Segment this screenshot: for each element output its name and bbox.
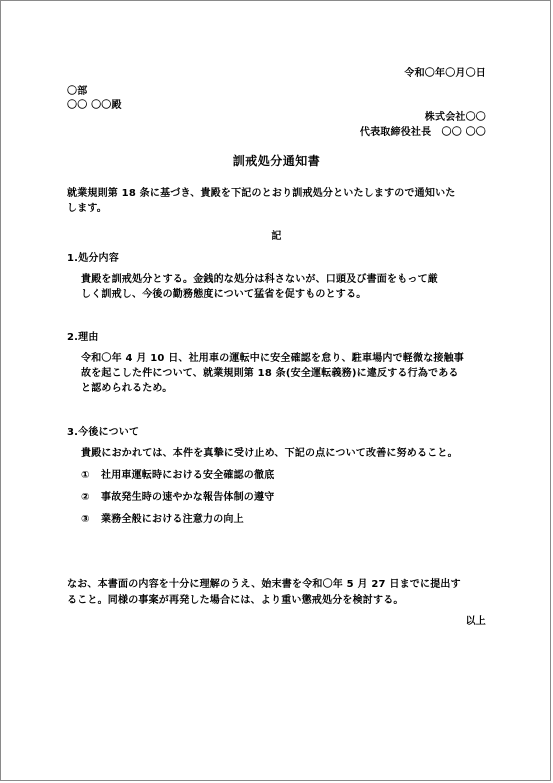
list-item-text: 業務全般における注意力の向上	[101, 514, 244, 525]
list-item-mark: ③	[81, 514, 90, 525]
intro-line: 就業規則第 18 条に基づき、貴殿を下記のとおり訓戒処分といたしますので通知いた	[67, 188, 456, 199]
section-line: 貴殿を訓戒処分とする。金銭的な処分は科さないが、口頭及び書面をもって厳	[81, 274, 438, 285]
closing-line: ること。同様の事案が再発した場合には、より重い懲戒処分を検討する。	[67, 595, 404, 606]
section-heading: 1.処分内容	[67, 253, 119, 264]
list-item-text: 事故発生時の速やかな報告体制の遵守	[101, 492, 275, 503]
section-heading: 2.理由	[67, 332, 99, 343]
document-title: 訓戒処分通知書	[232, 154, 321, 168]
section-line: 貴殿におかれては、本件を真摯に受け止め、下記の点について改善に努めること。	[81, 448, 458, 459]
list-item-mark: ①	[81, 470, 90, 481]
section-line: しく訓戒し、今後の勤務態度について猛省を促すものとする。	[81, 289, 367, 300]
closing-line: なお、本書面の内容を十分に理解のうえ、始末書を令和〇年 5 月 27 日までに提出す	[67, 579, 461, 590]
ijo-mark: 以上	[465, 616, 486, 627]
sender-company: 株式会社〇〇	[424, 112, 486, 123]
list-item-mark: ②	[81, 492, 90, 503]
ki-heading: 記	[271, 231, 282, 242]
section-line: 故を起こした件について、就業規則第 18 条(安全運転義務)に違反する行為である	[81, 368, 459, 379]
recipient-name: 〇〇 〇〇殿	[67, 100, 122, 111]
section-line: 令和〇年 4 月 10 日、社用車の運転中に安全確認を怠り、駐車場内で軽微な接触事	[81, 353, 464, 364]
list-item-text: 社用車運転時における安全確認の徹底	[101, 470, 275, 481]
document-date: 令和〇年〇月〇日	[404, 68, 486, 79]
intro-line: します。	[67, 203, 107, 214]
section-heading: 3.今後について	[67, 427, 140, 438]
section-line: と認められるため。	[81, 383, 173, 394]
recipient-dept: 〇部	[67, 86, 88, 97]
sender-representative: 代表取締役社長 〇〇 〇〇	[359, 127, 486, 138]
